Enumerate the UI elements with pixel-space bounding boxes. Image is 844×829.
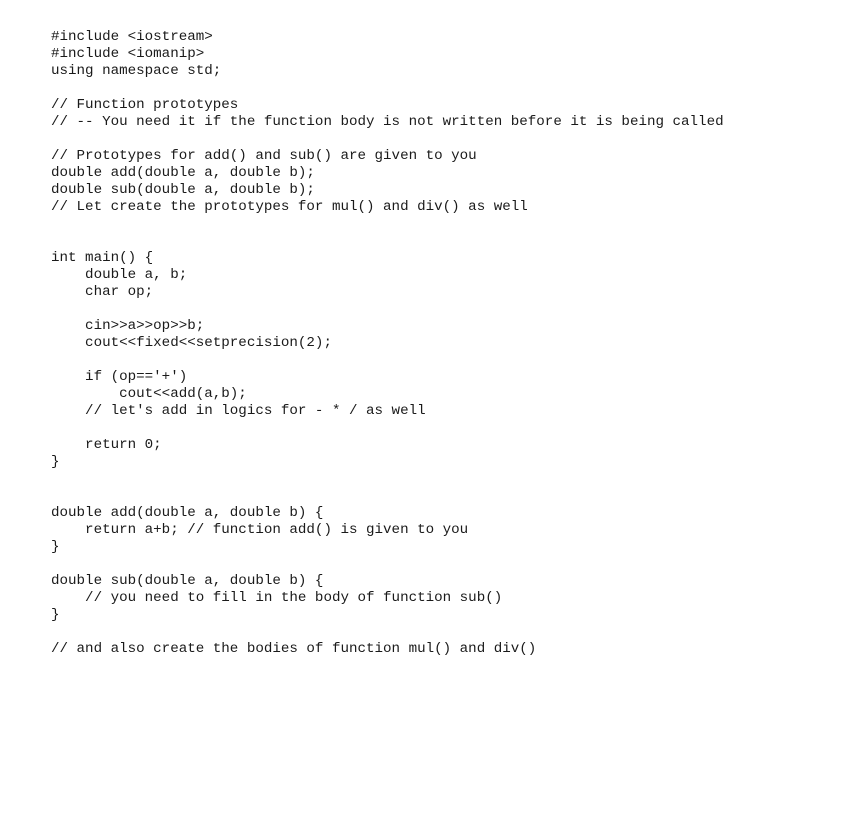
code-line: // Let create the prototypes for mul() and div() as well [51,199,528,215]
code-line [51,301,724,318]
code-line [51,488,724,505]
code-line: double sub(double a, double b); [51,182,315,198]
code-line: } [51,539,60,555]
code-line: cout<<fixed<<setprecision(2); [51,335,332,351]
code-line: // Prototypes for add() and sub() are given to you [51,148,477,164]
code-line: using namespace std; [51,63,222,79]
code-line: } [51,454,60,470]
code-line: double add(double a, double b) { [51,505,324,521]
code-line: // Function prototypes [51,97,239,113]
code-line: char op; [51,284,154,300]
code-line [51,80,724,97]
code-line [51,216,724,233]
code-line: cin>>a>>op>>b; [51,318,205,334]
code-line [51,420,724,437]
code-line [51,471,724,488]
code-line [51,233,724,250]
code-line [51,556,724,573]
code-line: return 0; [51,437,162,453]
code-line: } [51,607,60,623]
code-line: cout<<add(a,b); [51,386,247,402]
code-line [51,131,724,148]
code-line: return a+b; // function add() is given to you [51,522,469,538]
code-line: double a, b; [51,267,188,283]
code-line: int main() { [51,250,154,266]
code-line [51,624,724,641]
code-line: // and also create the bodies of function mul() and div() [51,641,537,657]
code-line: double sub(double a, double b) { [51,573,324,589]
code-line [51,352,724,369]
code-line: #include <iostream> [51,29,213,45]
code-line: if (op=='+') [51,369,188,385]
code-line: // you need to fill in the body of function sub() [51,590,503,606]
code-line: double add(double a, double b); [51,165,315,181]
code-line: #include <iomanip> [51,46,205,62]
code-line: // -- You need it if the function body is not written before it is being called [51,114,724,130]
code-line: // let's add in logics for - * / as well [51,403,426,419]
code-document [51,29,724,658]
